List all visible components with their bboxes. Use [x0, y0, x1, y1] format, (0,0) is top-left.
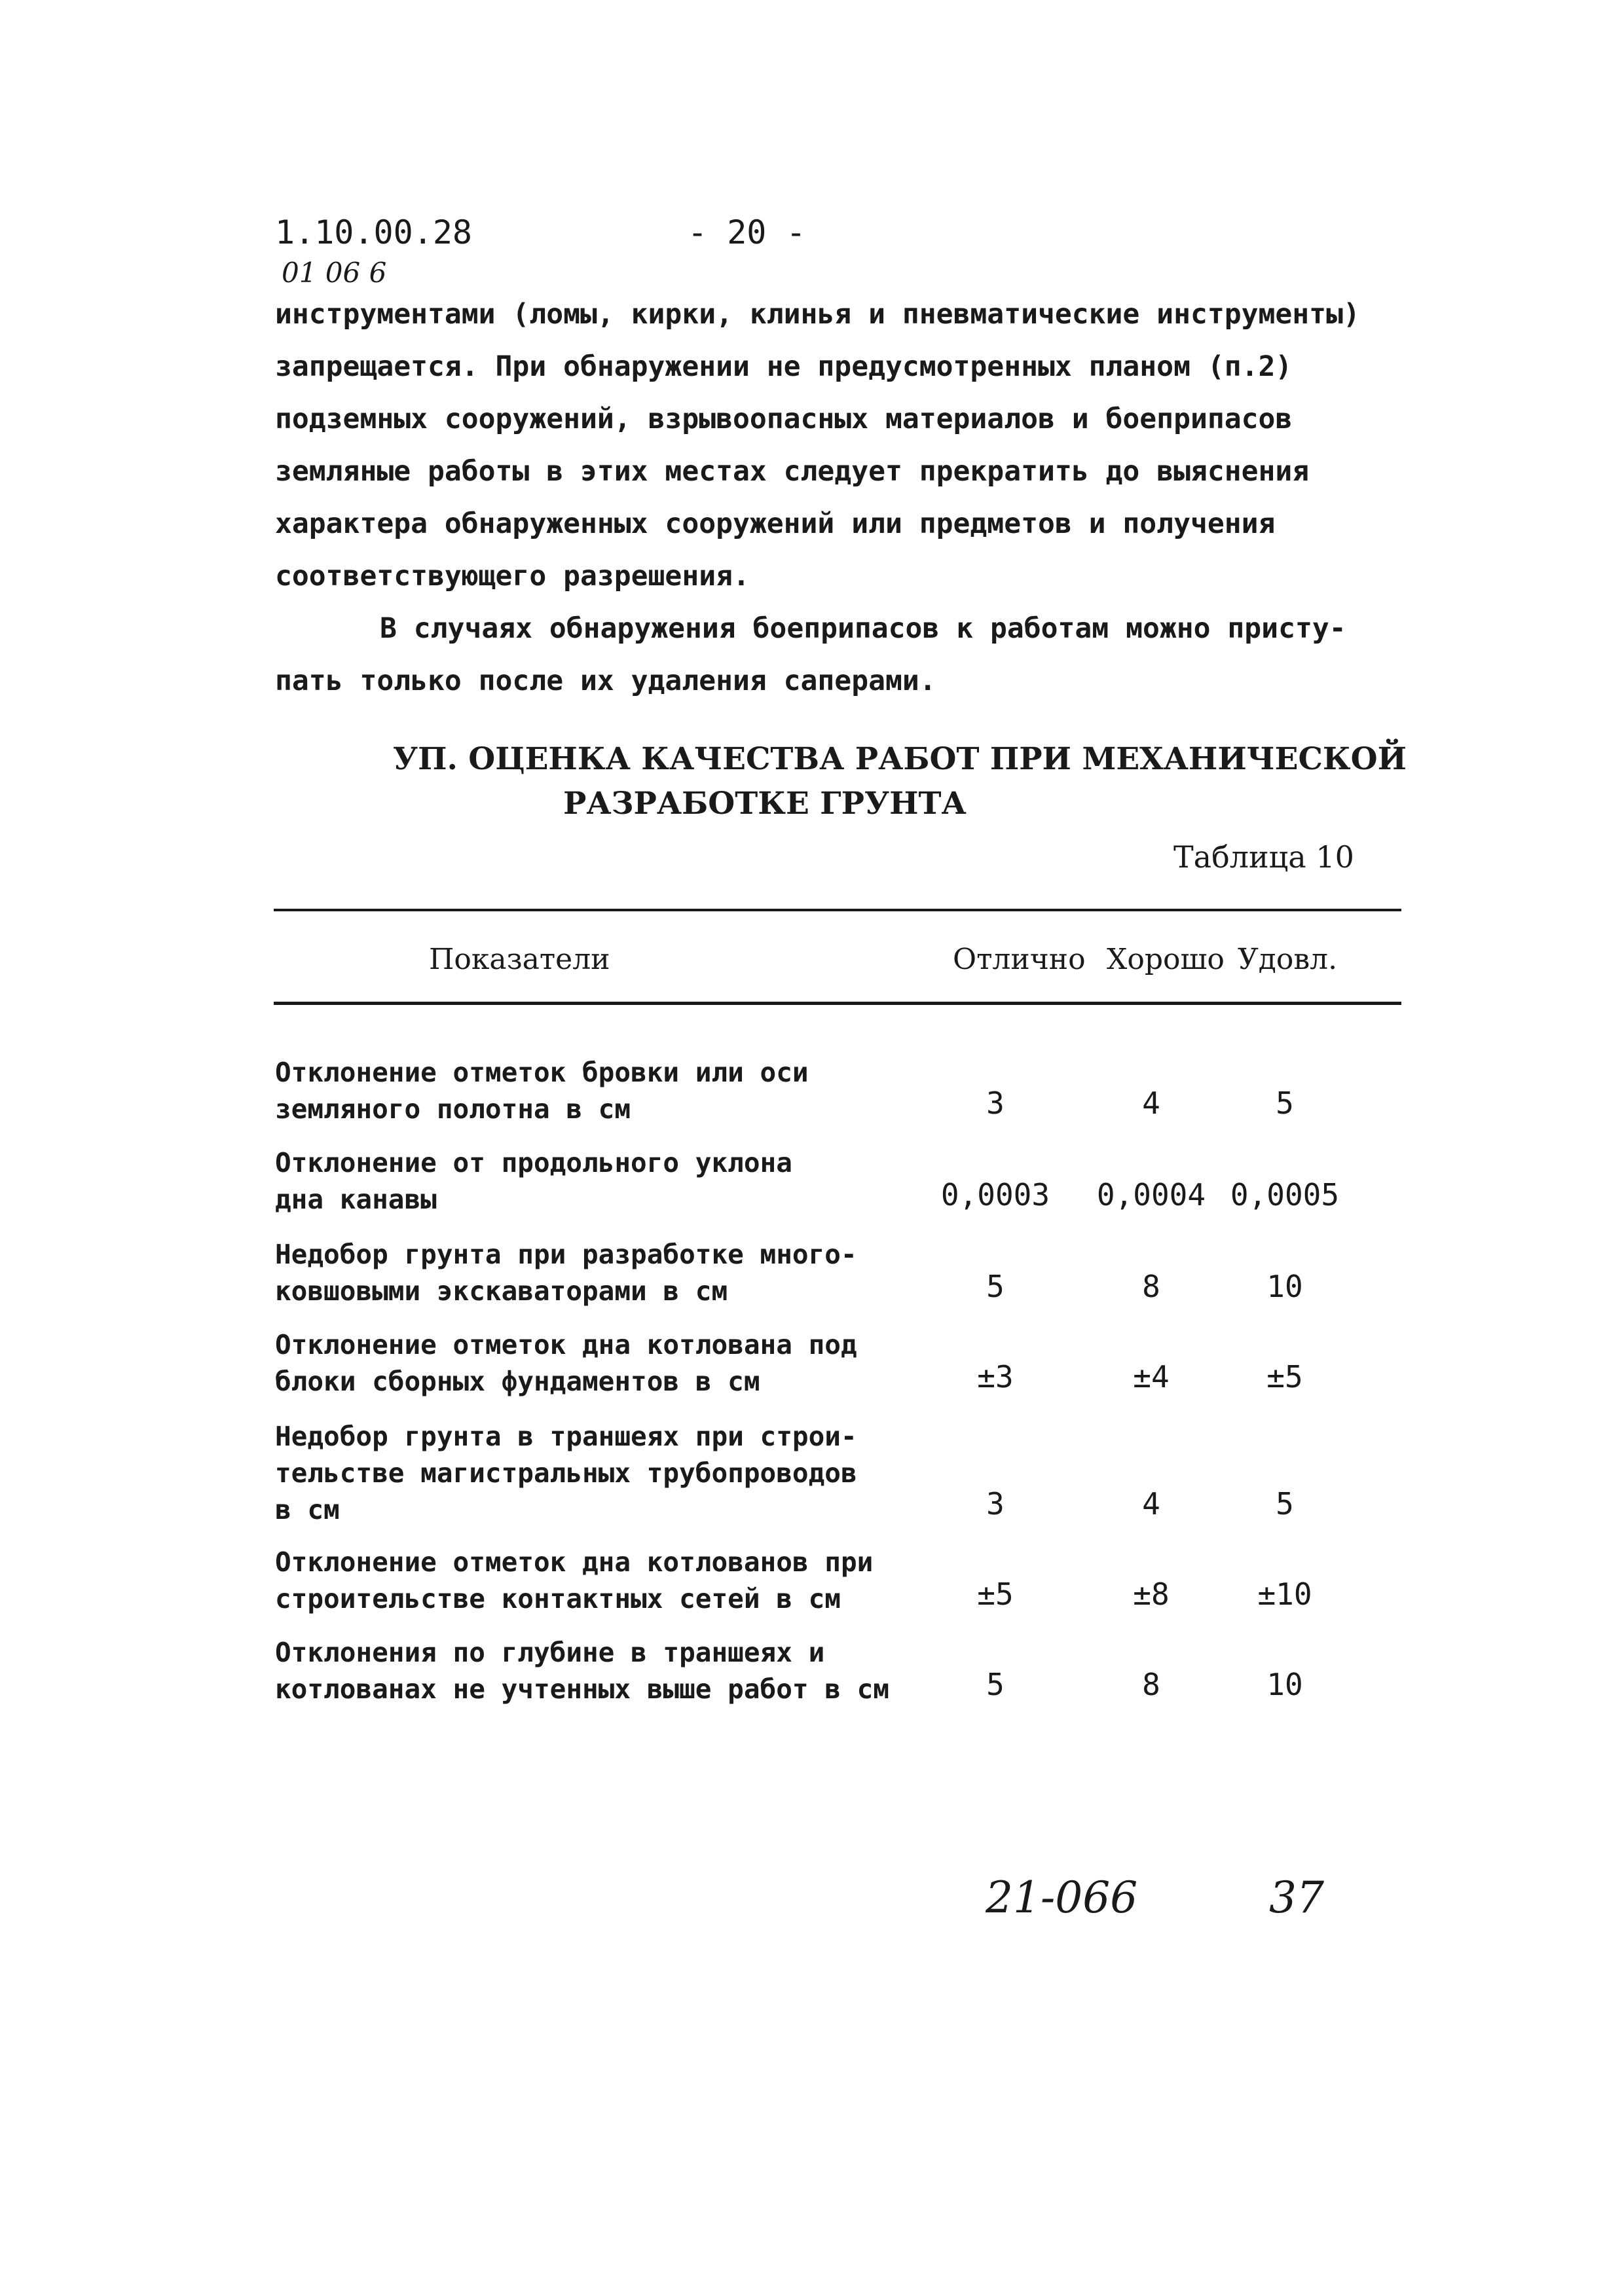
table-row-label: Недобор грунта в траншеях при строи- тельстве магистральных трубопроводов в см [275, 1421, 857, 1525]
body-line: пать только после их удаления саперами. [275, 665, 936, 697]
body-line: запрещается. При обнаружении не предусмотренных планом (п.2) [275, 350, 1293, 383]
value-satisfactory: ±10 [1257, 1576, 1312, 1612]
value-good: 8 [1142, 1667, 1160, 1702]
section-title: УП. ОЦЕНКА КАЧЕСТВА РАБОТ ПРИ МЕХАНИЧЕСКОЙ [393, 741, 1407, 777]
value-satisfactory: 10 [1266, 1269, 1303, 1304]
value-excellent: ±3 [977, 1359, 1014, 1394]
section-subtitle: РАЗРАБОТКЕ ГРУНТА [563, 786, 967, 822]
handwritten-code: 21-066 [986, 1872, 1138, 1923]
body-line: инструментами (ломы, кирки, клинья и пневматические инструменты) [275, 298, 1360, 331]
value-satisfactory: 10 [1266, 1667, 1303, 1702]
value-good: 4 [1142, 1486, 1160, 1522]
table-header-rule [274, 1002, 1401, 1005]
header-good: Хорошо [1107, 943, 1225, 976]
table-caption: Таблица 10 [1173, 839, 1354, 875]
header-excellent: Отлично [953, 943, 1086, 976]
header-satisfactory: Удовл. [1238, 943, 1338, 976]
value-excellent: 3 [986, 1486, 1005, 1522]
table-row-label: Отклонение отметок дна котлованов при строительстве контактных сетей в см [275, 1546, 874, 1614]
table-row-label: Отклонение от продольного уклона дна канавы [275, 1147, 792, 1215]
page-number: - 20 - [688, 213, 806, 251]
value-good: 0,0004 [1096, 1177, 1206, 1212]
value-satisfactory: ±5 [1266, 1359, 1303, 1394]
value-excellent: ±5 [977, 1576, 1014, 1612]
handwritten-page-number: 37 [1269, 1872, 1324, 1923]
value-good: 4 [1142, 1085, 1160, 1121]
value-excellent: 3 [986, 1085, 1005, 1121]
value-excellent: 0,0003 [940, 1177, 1050, 1212]
body-line: В случаях обнаружения боеприпасов к работам можно присту- [380, 612, 1346, 645]
body-line: характера обнаруженных сооружений или предметов и получения [275, 507, 1276, 540]
value-good: 8 [1142, 1269, 1160, 1304]
body-line: подземных сооружений, взрывоопасных материалов и боеприпасов [275, 403, 1293, 435]
document-code: 1.10.00.28 [275, 213, 473, 251]
table-row-label: Отклонения по глубине в траншеях и котлованах не учтенных выше работ в см [275, 1637, 889, 1705]
table-row-label: Недобор грунта при разработке много- ковшовыми экскаваторами в см [275, 1239, 857, 1307]
value-good: ±4 [1133, 1359, 1170, 1394]
table-row-label: Отклонение отметок бровки или оси земляного полотна в см [275, 1057, 809, 1125]
value-excellent: 5 [986, 1667, 1005, 1702]
value-satisfactory: 5 [1276, 1085, 1294, 1121]
value-excellent: 5 [986, 1269, 1005, 1304]
table-top-rule [274, 909, 1401, 911]
body-text [275, 288, 1362, 707]
body-line: земляные работы в этих местах следует прекратить до выяснения [275, 455, 1310, 488]
body-line: соответствующего разрешения. [275, 560, 750, 592]
value-satisfactory: 0,0005 [1230, 1177, 1340, 1212]
handwritten-note: 01 06 6 [282, 257, 387, 289]
value-good: ±8 [1133, 1576, 1170, 1612]
value-satisfactory: 5 [1276, 1486, 1294, 1522]
header-indicators: Показатели [429, 943, 610, 976]
table-row-label: Отклонение отметок дна котлована под блоки сборных фундаментов в см [275, 1329, 857, 1397]
